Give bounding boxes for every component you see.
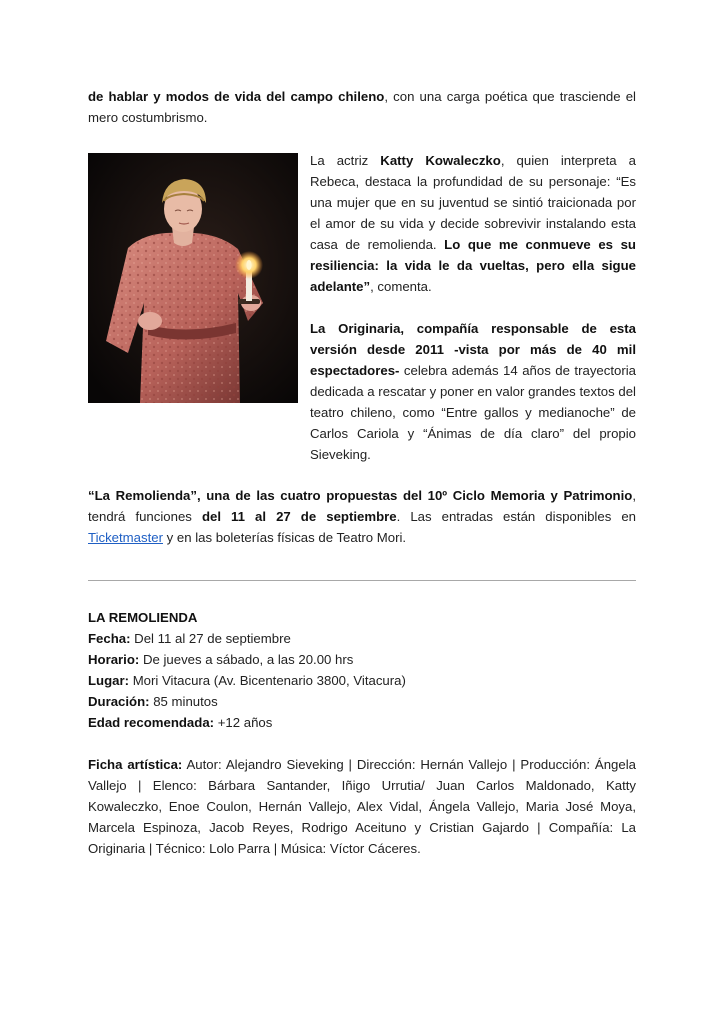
info-duracion	[88, 691, 636, 712]
media-block	[88, 150, 636, 465]
event-info	[88, 607, 636, 733]
actress-name: Katty Kowaleczko	[380, 153, 501, 168]
section-divider	[88, 580, 636, 581]
info-fecha	[88, 628, 636, 649]
ficha-value: Autor: Alejandro Sieveking | Dirección: Hernán Vallejo | Producción: Ángela Vallejo | Elenco: Bárbara Santander, Iñigo Urrutia/ Juan Carlos Maldonado, Katty Kowaleczko, Enoe Coulon, Hernán Vallejo, Alex Vidal, Ángela Vallejo, Maria José Moya, Marcela Espinoza, Jacob Reyes, Rodrigo Aceituno y Cristian Gajardo | Compañía: La Originaria | Técnico: Lolo Parra | Música: Víctor Cáceres.	[88, 757, 636, 856]
functions-text-3: y en las boleterías físicas de Teatro Mori.	[162, 530, 407, 545]
edad-label: Edad recomendada:	[88, 715, 215, 730]
duracion-value: 85 minutos	[149, 694, 218, 709]
actress-text-2: , quien interpreta a Rebeca, destaca la profundidad de su personaje: “Es una mujer que en su juventud se sintió traicionada por el amor de su vida y decide sobrevivir instalando esta casa de remolienda.	[310, 153, 636, 252]
ficha-artistica	[88, 754, 636, 859]
horario-label: Horario:	[88, 652, 140, 667]
horario-value: De jueves a sábado, a las 20.00 hrs	[139, 652, 354, 667]
intro-paragraph	[88, 86, 636, 128]
actress-paragraph	[310, 150, 636, 297]
info-horario	[88, 649, 636, 670]
company-bold: La Originaria, compañía responsable de esta versión desde 2011 -vista por más de 40 mil espectadores-	[310, 321, 636, 378]
lugar-value: Mori Vitacura (Av. Bicentenario 3800, Vitacura)	[129, 673, 406, 688]
company-paragraph	[310, 318, 636, 465]
company-text: celebra además 14 años de trayectoria dedicada a rescatar y poner en valor grandes textos del teatro chileno, como “Entre gallos y medianoche” de Carlos Cariola y “Ánimas de día claro” del propio Sieveking.	[310, 363, 636, 462]
intro-text: , con una carga poética que trasciende el mero costumbrismo.	[88, 89, 636, 125]
actress-text-3: , comenta.	[370, 279, 432, 294]
actress-photo-illustration	[88, 153, 298, 403]
event-title: LA REMOLIENDA	[88, 610, 198, 625]
lugar-label: Lugar:	[88, 673, 130, 688]
info-lugar	[88, 670, 636, 691]
functions-dates: del 11 al 27 de septiembre	[201, 509, 397, 524]
duracion-label: Duración:	[88, 694, 150, 709]
actress-quote: Lo que me conmueve es su resiliencia: la vida le da vueltas, pero ella sigue adelante”	[310, 237, 636, 294]
fecha-value: Del 11 al 27 de septiembre	[130, 631, 291, 646]
actress-text-1: La actriz	[310, 153, 381, 168]
side-text	[310, 150, 636, 465]
functions-text-2: . Las entradas están disponibles en	[396, 509, 637, 524]
ticketmaster-link[interactable]: Ticketmaster	[88, 530, 163, 545]
edad-value: +12 años	[214, 715, 273, 730]
info-edad	[88, 712, 636, 733]
fecha-label: Fecha:	[88, 631, 131, 646]
ficha-label: Ficha artística:	[88, 757, 183, 772]
functions-paragraph	[88, 485, 636, 548]
actress-photo	[88, 153, 298, 403]
functions-text-1: , tendrá funciones	[88, 488, 636, 524]
intro-bold: de hablar y modos de vida del campo chileno	[88, 89, 385, 104]
functions-bold-1: “La Remolienda”, una de las cuatro propuestas del 10º Ciclo Memoria y Patrimonio	[88, 488, 633, 503]
document-page	[88, 86, 636, 859]
